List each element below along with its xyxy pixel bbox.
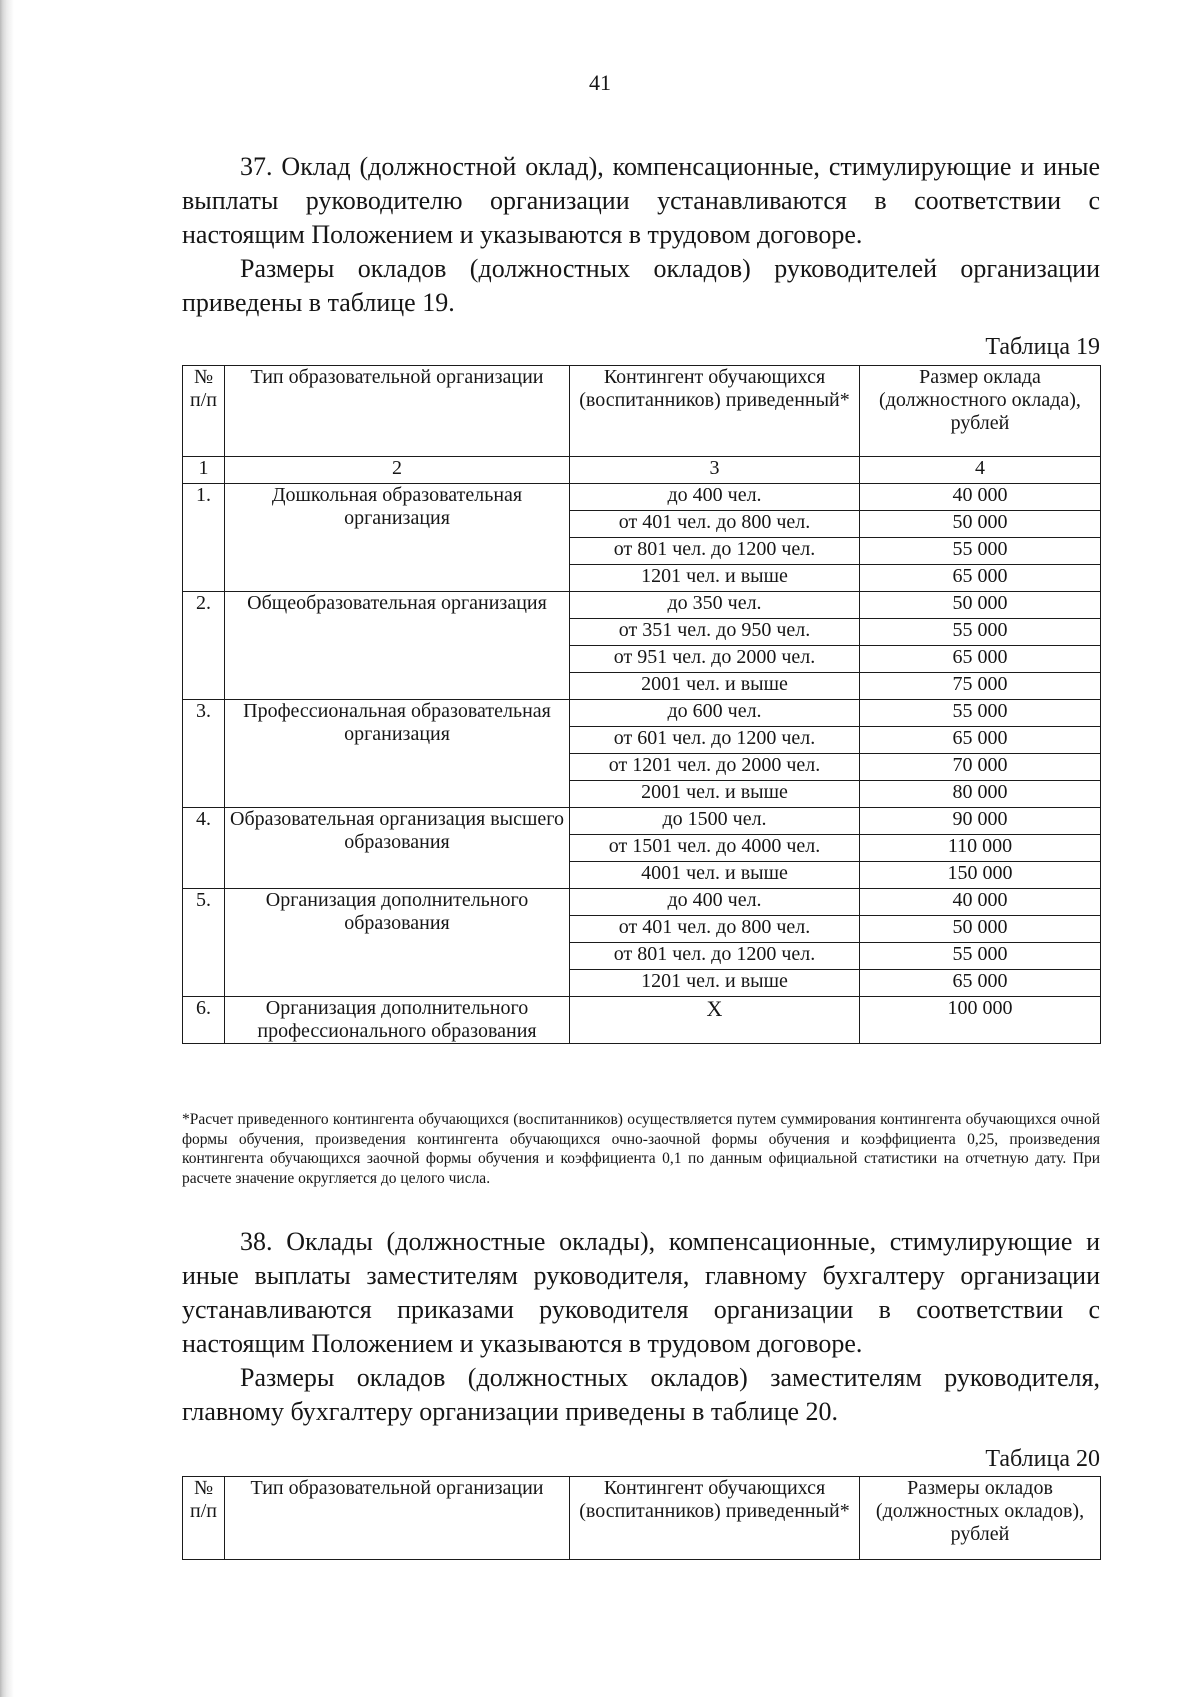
table-row [183, 997, 1101, 1044]
salary-cell: 90 000 [860, 808, 1101, 835]
contingent-cell: от 801 чел. до 1200 чел. [570, 538, 860, 565]
page-number: 41 [589, 70, 611, 95]
table-row [183, 700, 1101, 727]
salary-cell: 40 000 [860, 889, 1101, 916]
column-number: 4 [860, 457, 1101, 484]
header-org-type: Тип образовательной организации [225, 1477, 570, 1560]
table-20 [182, 1476, 1101, 1560]
column-numbers-row [183, 457, 1101, 484]
paragraph-37-table-intro: Размеры окладов (должностных окладов) руководителей организации приведены в таблице 19. [182, 254, 1100, 317]
row-number: 6. [183, 997, 225, 1044]
header-salary: Размер оклада (должностного оклада), рублей [860, 366, 1101, 457]
contingent-cell: от 351 чел. до 950 чел. [570, 619, 860, 646]
column-number: 2 [225, 457, 570, 484]
salary-cell: 80 000 [860, 781, 1101, 808]
column-number: 1 [183, 457, 225, 484]
salary-cell: 55 000 [860, 943, 1101, 970]
paragraph-38-text: 38. Оклады (должностные оклады), компенсационные, стимулирующие и иные выплаты заместителям руководителя, главному бухгалтеру организации устанавливаются приказами руководителя организации в соответствии с настоящим Положением и указываются в трудовом договоре. [182, 1227, 1100, 1358]
contingent-cell: 1201 чел. и выше [570, 565, 860, 592]
header-salary: Размеры окладов (должностных окладов), рублей [860, 1477, 1101, 1560]
salary-cell: 55 000 [860, 619, 1101, 646]
paragraph-37 [182, 150, 1100, 320]
org-type: Общеобразовательная организация [225, 592, 570, 700]
contingent-cell: от 1201 чел. до 2000 чел. [570, 754, 860, 781]
table-header-row [183, 366, 1101, 457]
salary-cell: 75 000 [860, 673, 1101, 700]
contingent-cell: 2001 чел. и выше [570, 673, 860, 700]
contingent-cell: от 1501 чел. до 4000 чел. [570, 835, 860, 862]
scan-edge-shadow [0, 0, 14, 1697]
contingent-cell: 4001 чел. и выше [570, 862, 860, 889]
table-20-caption: Таблица 20 [985, 1446, 1100, 1472]
header-number: № п/п [183, 366, 225, 457]
contingent-cell: до 1500 чел. [570, 808, 860, 835]
header-number: № п/п [183, 1477, 225, 1560]
contingent-cell: до 350 чел. [570, 592, 860, 619]
contingent-cell: 2001 чел. и выше [570, 781, 860, 808]
salary-cell: 50 000 [860, 592, 1101, 619]
row-number: 1. [183, 484, 225, 592]
contingent-cell: до 400 чел. [570, 484, 860, 511]
salary-cell: 55 000 [860, 538, 1101, 565]
contingent-cell: от 601 чел. до 1200 чел. [570, 727, 860, 754]
header-contingent: Контингент обучающихся (воспитанников) приведенный* [570, 366, 860, 457]
footnote: *Расчет приведенного контингента обучающихся (воспитанников) осуществляется путем суммирования контингента обучающихся очной формы обучения, произведения контингента обучающихся очно-заочной формы обучения и коэффициента 0,25, произведения контингента обучающихся заочной формы обучения и коэффициента 0,1 по данным официальной статистики на отчетную дату. При расчете значение округляется до целого числа. [182, 1111, 1100, 1187]
row-number: 2. [183, 592, 225, 700]
salary-cell: 50 000 [860, 916, 1101, 943]
column-number: 3 [570, 457, 860, 484]
salary-cell: 65 000 [860, 646, 1101, 673]
paragraph-37-text: 37. Оклад (должностной оклад), компенсационные, стимулирующие и иные выплаты руководителю организации устанавливаются в соответствии с настоящим Положением и указываются в трудовом договоре. [182, 152, 1100, 249]
row-number: 4. [183, 808, 225, 889]
salary-cell: 50 000 [860, 511, 1101, 538]
org-type: Организация дополнительного профессионального образования [225, 997, 570, 1044]
contingent-cell: от 801 чел. до 1200 чел. [570, 943, 860, 970]
table-row [183, 592, 1101, 619]
salary-cell: 65 000 [860, 727, 1101, 754]
salary-cell: 100 000 [860, 997, 1101, 1044]
table-row [183, 484, 1101, 511]
paragraph-38-table-intro: Размеры окладов (должностных окладов) заместителям руководителя, главному бухгалтеру организации приведены в таблице 20. [182, 1363, 1100, 1426]
salary-cell: 65 000 [860, 970, 1101, 997]
table-row [183, 889, 1101, 916]
header-org-type: Тип образовательной организации [225, 366, 570, 457]
paragraph-38 [182, 1225, 1100, 1429]
table-header-row [183, 1477, 1101, 1560]
table-19-caption: Таблица 19 [985, 334, 1100, 360]
salary-cell: 65 000 [860, 565, 1101, 592]
contingent-cell: X [570, 997, 860, 1044]
table-19 [182, 365, 1101, 1044]
contingent-cell: от 401 чел. до 800 чел. [570, 511, 860, 538]
org-type: Профессиональная образовательная организация [225, 700, 570, 808]
header-contingent: Контингент обучающихся (воспитанников) приведенный* [570, 1477, 860, 1560]
contingent-cell: до 600 чел. [570, 700, 860, 727]
contingent-cell: до 400 чел. [570, 889, 860, 916]
salary-cell: 70 000 [860, 754, 1101, 781]
contingent-cell: от 951 чел. до 2000 чел. [570, 646, 860, 673]
salary-cell: 55 000 [860, 700, 1101, 727]
row-number: 3. [183, 700, 225, 808]
contingent-cell: от 401 чел. до 800 чел. [570, 916, 860, 943]
salary-cell: 40 000 [860, 484, 1101, 511]
salary-cell: 110 000 [860, 835, 1101, 862]
org-type: Образовательная организация высшего образования [225, 808, 570, 889]
org-type: Организация дополнительного образования [225, 889, 570, 997]
table-row [183, 808, 1101, 835]
salary-cell: 150 000 [860, 862, 1101, 889]
org-type: Дошкольная образовательная организация [225, 484, 570, 592]
row-number: 5. [183, 889, 225, 997]
contingent-cell: 1201 чел. и выше [570, 970, 860, 997]
